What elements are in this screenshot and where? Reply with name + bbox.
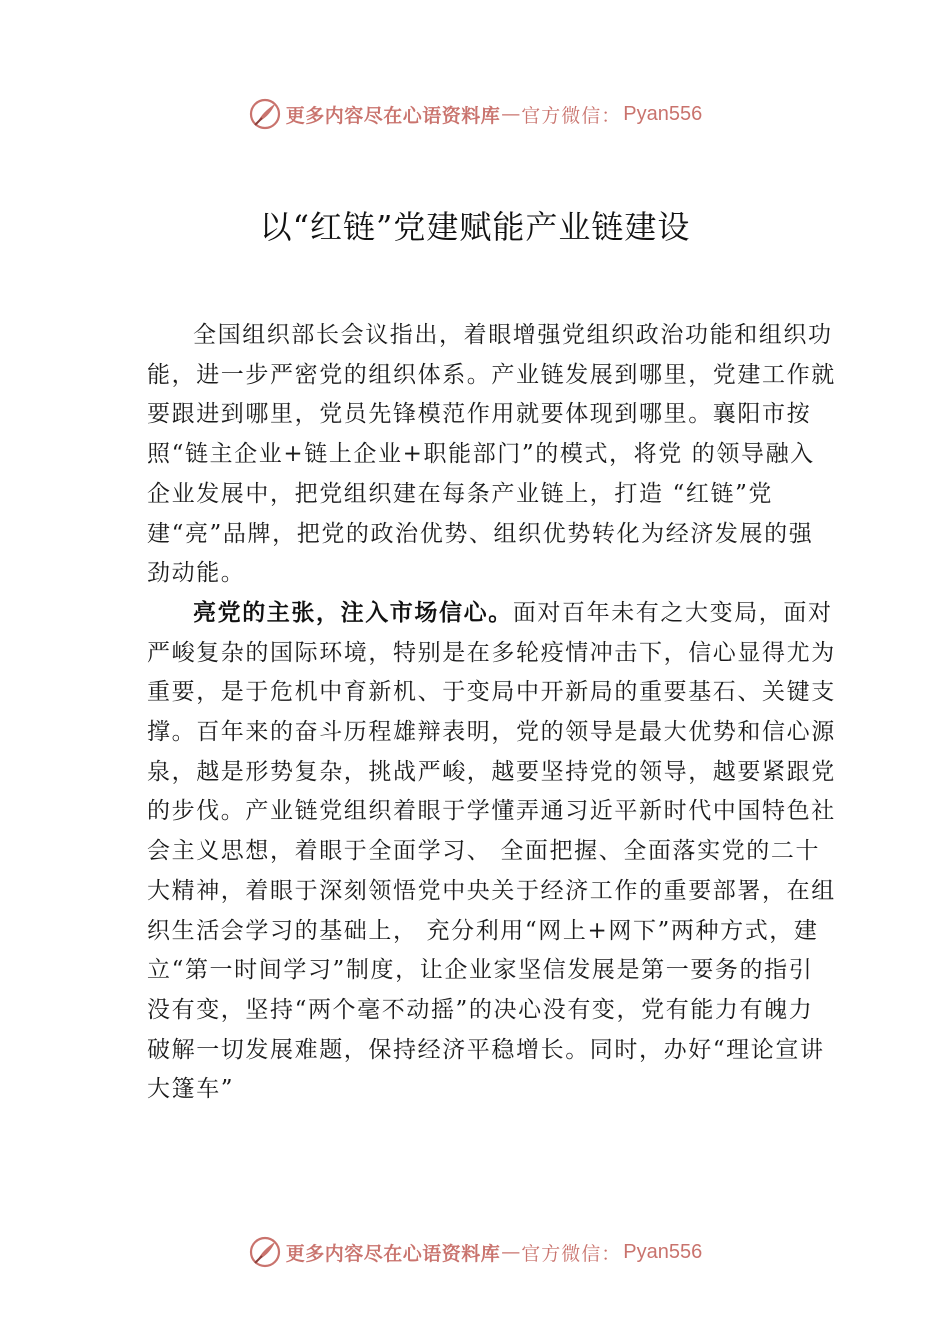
quill-logo-icon [248, 1235, 282, 1269]
header-watermark [0, 94, 950, 134]
paragraph-2-text: 面对百年未有之大变局，面对严峻复杂的国际环境，特别是在多轮疫情冲击下，信心显得尤为重要，是于危机中育新机、于变局中开新局的重要基石、关键支撑。百年来的奋斗历程雄辩表明，党的领导是最大优势和信心源泉，越是形势复杂，挑战严峻，越要坚持党的领导，越要紧跟党的步伐。产业链党组织着眼于学懂弄通习近平新时代中国特色社会主义思想，着眼于全面学习、 全面把握、全面落实党的二十大精神，着眼于深刻领悟党中央关于经济工作的重要部署，在组织生活会学习的基础上， 充分利用“网上+网下”两种方式，建立“第一时间学习”制度，让企业家坚信发展是第一要务的指引没有变，坚持“两个毫不动摇”的决心没有变，党有能力有魄力破解一切发展难题，保持经济平稳增长。同时，办好“理论宣讲大篷车” [147, 599, 836, 1103]
paragraph-1-text: 全国组织部长会议指出，着眼增强党组织政治功能和组织功能，进一步严密党的组织体系。产业链发展到哪里，党建工作就要跟进到哪里，党员先锋模范作用就要体现到哪里。襄阳市按照“链主企业+链上企业+职能部门”的模式，将党 的领导融入企业发展中，把党组织建在每条产业链上，打造 “红链”党建“亮”品牌，把党的政治优势、组织优势转化为经济发展的强劲动能。 [147, 322, 836, 587]
document-title: 以“红链”党建赋能产业链建设 [259, 208, 691, 246]
header-wechat-label: 官方微信： [521, 104, 622, 127]
header-brand-text: 更多内容尽在心语资料库 [285, 104, 501, 127]
paragraph-2-lead: 亮党的主张，注入市场信心。 [193, 599, 513, 626]
document-body [147, 316, 837, 1110]
footer-dash: — [501, 1241, 521, 1263]
quill-logo-icon [248, 97, 282, 131]
header-dash: — [501, 103, 521, 125]
footer-wechat-id: Pyan556 [623, 1240, 703, 1263]
footer-wechat-label: 官方微信： [521, 1242, 622, 1265]
paragraph-2 [147, 594, 837, 1110]
paragraph-1 [147, 316, 837, 594]
header-wechat-id: Pyan556 [623, 102, 703, 125]
footer-brand-text: 更多内容尽在心语资料库 [285, 1242, 501, 1265]
footer-watermark [0, 1232, 950, 1272]
